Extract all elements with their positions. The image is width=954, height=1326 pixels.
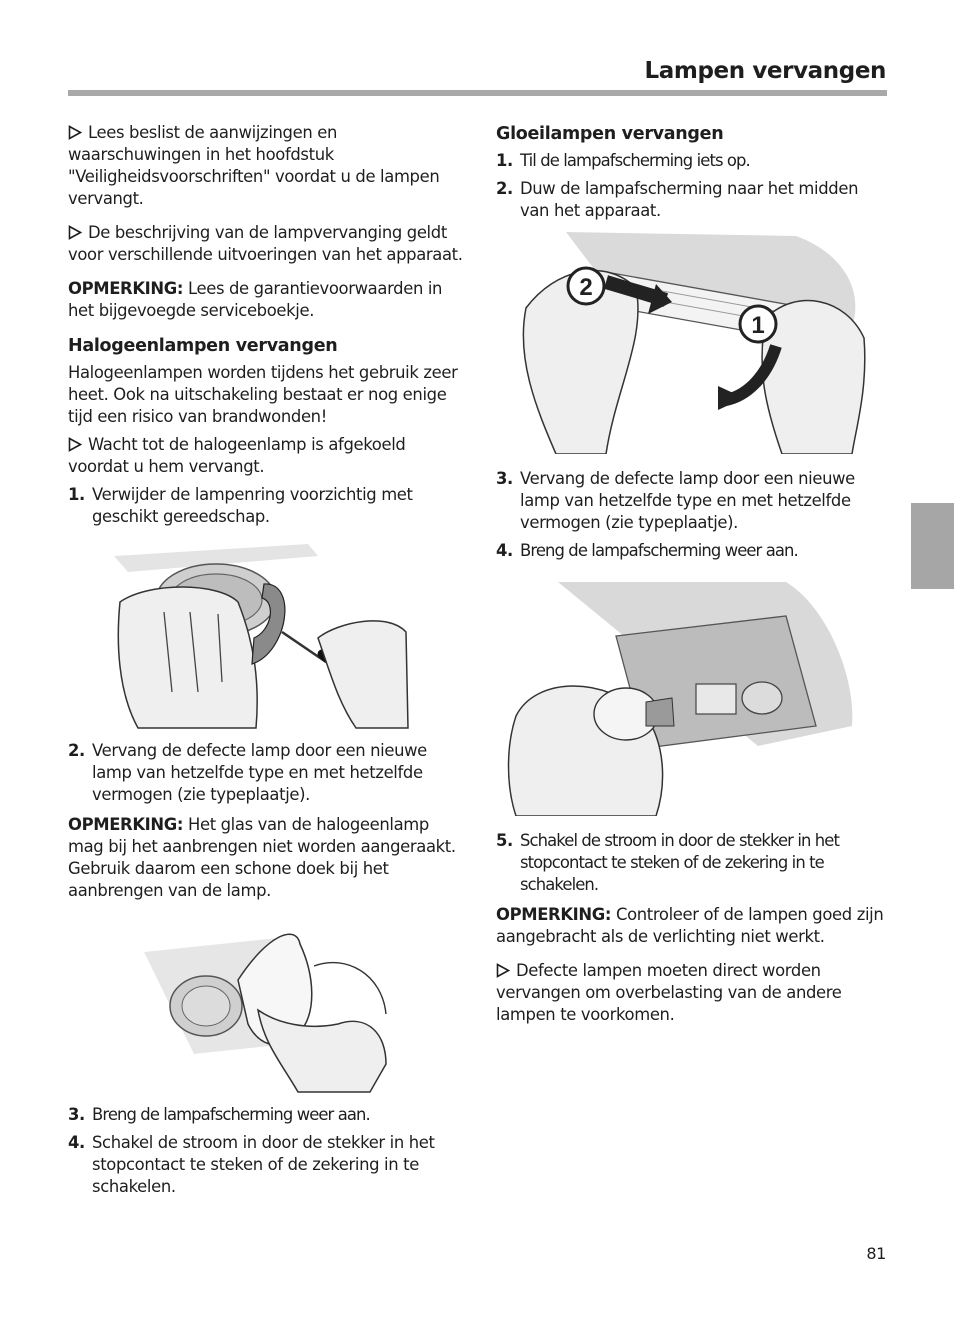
header-rule [68,90,887,96]
page-title: Lampen vervangen [644,58,886,84]
instruction-bullet: Lees beslist de aanwijzingen en waarschuwingen in het hoofdstuk "Veiligheidsvoorschriften" voordat u de lampen vervangt. [68,123,440,208]
step-item: 4. Breng de lampafscherming weer aan. [496,541,798,560]
figure-label-2: 2 [579,274,593,301]
note-warranty: OPMERKING: Lees de garantievoorwaarden in het bijgevoegde serviceboekje. [68,279,443,320]
section-heading-incandescent: Gloeilampen vervangen [496,124,724,144]
step-item: 3. Breng de lampafscherming weer aan. [68,1105,370,1124]
triangle-right-icon [68,222,82,244]
step-item: 4. Schakel de stroom in door de stekker in het stopcontact te steken of de zekering in te schakelen. [68,1133,435,1196]
step-item: 1. Til de lampafscherming iets op. [496,151,750,170]
side-tab-marker [911,503,954,589]
instruction-bullet: Defecte lampen moeten direct worden vervangen om overbelasting van de andere lampen te voorkomen. [496,961,842,1024]
figure-remove-cover [496,228,888,454]
triangle-right-icon [496,960,510,982]
section-heading-halogen: Halogeenlampen vervangen [68,336,338,356]
step-item: 1. Verwijder de lampenring voorzichtig met geschikt gereedschap. [68,485,413,526]
figure-label-1: 1 [751,312,765,339]
figure-insert-halogen-lamp [68,914,463,1094]
right-column [496,122,888,1038]
step-item: 3. Vervang de defecte lamp door een nieuwe lamp van hetzelfde type en met hetzelfde vermogen (zie typeplaatje). [496,469,855,532]
left-column [68,122,463,1204]
page-number: 81 [866,1244,886,1263]
figure-replace-bulb [496,576,888,816]
instruction-bullet: Wacht tot de halogeenlamp is afgekoeld voordat u hem vervangt. [68,435,406,476]
note-lamps-check: OPMERKING: Controleer of de lampen goed zijn aangebracht als de verlichting niet werkt. [496,905,884,946]
triangle-right-icon [68,122,82,144]
halogen-intro: Halogeenlampen worden tijdens het gebruik zeer heet. Ook na uitschakeling bestaat er nog enige tijd een risico van brandwonden! [68,363,458,426]
note-halogen-glass: OPMERKING: Het glas van de halogeenlamp mag bij het aanbrengen niet worden aangeraakt. Gebruik daarom een schone doek bij het aanbrengen van de lamp. [68,815,456,900]
triangle-right-icon [68,434,82,456]
step-item: 2. Vervang de defecte lamp door een nieuwe lamp van hetzelfde type en met hetzelfde vermogen (zie typeplaatje). [68,741,427,804]
step-item: 5. Schakel de stroom in door de stekker in het stopcontact te steken of de zekering in te schakelen. [496,831,839,894]
instruction-bullet: De beschrijving van de lampvervanging geldt voor verschillende uitvoeringen van het apparaat. [68,223,463,264]
figure-remove-lamp-ring [68,542,463,732]
step-item: 2. Duw de lampafscherming naar het midden van het apparaat. [496,179,859,220]
